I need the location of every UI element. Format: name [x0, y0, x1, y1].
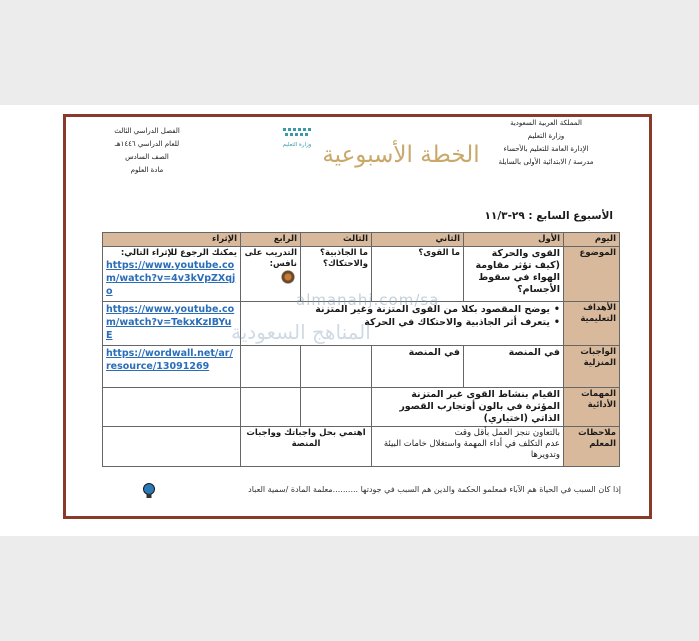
weekly-plan-page	[63, 114, 652, 519]
notes-day3-4: اهتمي بحل واجباتك وواجبات المنصة	[241, 427, 372, 467]
topic-day2: ما القوى؟	[372, 247, 464, 302]
tasks-content: القيام بنشاط القوى غير المتزنة المؤثرة في بالون أوتجارب القصور الذاتي (اختياري)	[372, 388, 564, 427]
row-label-goals: الأهداف التعليمية	[564, 302, 620, 346]
col-header-day2: الثاني	[372, 233, 464, 247]
enrichment-label: يمكنك الرجوع للإثراء التالي:	[120, 248, 237, 258]
notes-line: عدم التكلف في أداء المهمة واستغلال خامات البيئة وتدويرها	[383, 439, 560, 460]
weekly-plan-table	[102, 232, 620, 467]
goal-item: • يتعرف أثر الجاذبية والاحتكاك في الحركة	[244, 316, 560, 329]
notes-line: بالتعاون ننجز العمل بأقل وقت	[454, 428, 560, 438]
topic-day4-text: التدريب على نافس:	[244, 248, 297, 269]
table-header-row	[103, 233, 620, 247]
notes-enrichment	[103, 427, 241, 467]
enrichment-link-1[interactable]: https://www.youtube.com/watch?v=4v3kVpZXqjo	[106, 260, 236, 297]
topic-day3: ما الجاذبية؟ والاحتكاك؟	[301, 247, 372, 302]
ministry-logo	[277, 126, 317, 152]
watermark-text: المناهج السعودية	[231, 320, 371, 344]
row-label-homework: الواجبات المنزلية	[564, 346, 620, 388]
col-header-enrichment: الإثراء	[103, 233, 241, 247]
table-row-tasks	[103, 388, 620, 427]
enrichment-link-2[interactable]: https://www.youtube.com/watch?v=TekxKzIBYuE	[106, 304, 235, 341]
tasks-day4	[241, 388, 301, 427]
homework-day2: في المنصة	[372, 346, 464, 388]
topic-enrichment	[103, 247, 241, 302]
col-header-day: اليوم	[564, 233, 620, 247]
goal-item: • يوضح المقصود بكلا من القوى المتزنة وغير المتزنة	[244, 303, 560, 316]
col-header-day3: الثالث	[301, 233, 372, 247]
tasks-enrichment	[103, 388, 241, 427]
header-line: للعام الدراسي ١٤٤٦هـ	[114, 140, 180, 148]
top-margin-band	[0, 0, 699, 105]
enrichment-link-3[interactable]: https://wordwall.net/ar/resource/13091269	[106, 348, 233, 372]
col-header-day4: الرابع	[241, 233, 301, 247]
header-line: الصف السادس	[125, 153, 169, 161]
bottom-margin-band	[0, 536, 699, 641]
watermark-url: almanahj.com/sa	[296, 291, 440, 309]
notes-content	[372, 427, 564, 467]
goals-enrichment	[103, 302, 241, 346]
header-line: مادة العلوم	[130, 166, 164, 174]
table-row-homework	[103, 346, 620, 388]
homework-day4	[241, 346, 301, 388]
header-line: الإدارة العامة للتعليم بالأحساء	[503, 145, 589, 153]
header-line: المملكة العربية السعودية	[510, 119, 582, 127]
row-label-tasks: المهمات الأدائية	[564, 388, 620, 427]
nafis-image-icon	[279, 270, 297, 284]
header-class-info	[92, 125, 202, 177]
homework-day1: في المنصة	[464, 346, 564, 388]
lightbulb-icon	[142, 482, 156, 500]
logo-text: وزارة التعليم	[282, 142, 312, 148]
col-header-day1: الأول	[464, 233, 564, 247]
header-line: الفصل الدراسي الثالث	[114, 127, 180, 135]
footer-quote: إذا كان السبب في الحياة هم الآباء فمعلمو الحكمة والدين هم السبب في جودتها ..........معلمة المادة /سمية العباد	[248, 485, 621, 494]
week-label: الأسبوع السابع : ٢٩-١١/٣	[484, 210, 613, 222]
homework-day3	[301, 346, 372, 388]
tasks-day3	[301, 388, 372, 427]
table-row-notes	[103, 427, 620, 467]
homework-enrichment	[103, 346, 241, 388]
page-title: الخطة الأسبوعية	[322, 142, 480, 168]
topic-day4	[241, 247, 301, 302]
header-line: وزارة التعليم	[527, 132, 565, 140]
header-ministry-info	[471, 117, 621, 169]
row-label-topic: الموضوع	[564, 247, 620, 302]
header-line: مدرسة / الابتدائية الأولى بالسايلة	[498, 158, 594, 166]
row-label-notes: ملاحظات المعلم	[564, 427, 620, 467]
topic-day1: القوى والحركة (كيف تؤثر مقاومة الهواء في سقوط الأجسام؟	[464, 247, 564, 302]
